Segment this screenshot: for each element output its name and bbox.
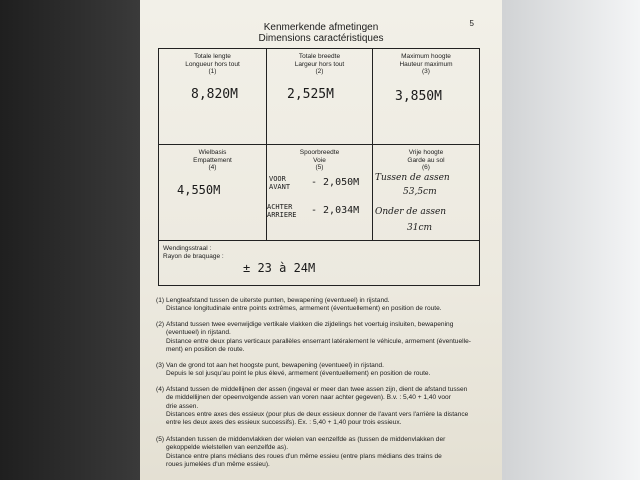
cell-total-length bbox=[159, 49, 267, 145]
value-track-rear: - 2,034M bbox=[311, 205, 360, 216]
cell-total-width bbox=[267, 49, 373, 145]
title-french: Dimensions caractéristiques bbox=[258, 33, 384, 44]
document-page: 5 Kenmerkende afmetingen Dimensions caractéristiques Totale lengte Longueur hors tout (1) 8,820M Totale breedte Largeur hors tout (2) 2,525M Maximum hoogte Hauteur maximum (3) 3,850M Wielbasis Empattement (4) 4,550M Spoorbreedte Voie (5) VOOR AVANT - 2,050M ACHTER ARRIERE - 2,034M Vrije hoogte Garde au sol (6) Tussen de assen 53,5cm Onder de assen 31cm Wendingsstraal : Rayon de braquage : ± 23 à 24M (1) Lengteafstand tussen de uiterste punten, bewapening (eventueel) in rijstand. Distance longitudinale entre points extrêmes, armement (éventuellement) en position de route. (2) Afstand tussen twee evenwijdige vertikale vlakken die zijdelings het voertuig insluiten, bewapening (eventueel) in rijstand. Distance entre deux plans verticaux parallèles enserrant latéralement le véhicule, armement (éventuelle- ment) en position de route. (3) Van de grond tot aan het hoogste punt, bewapening (eventueel) in rijstand. Depuis le sol jusqu'au point le plus élevé, armement (éventuellement) en position de route. (4) Afstand tussen de middellijnen der assen (ingeval er meer dan twee assen zijn, dient de afstand tussen de middellijnen der opeenvolgende assen van voren naar achter gegeven). B.v. : 5,40 + 1,40 voor drie assen. Distances entre axes des essieux (pour plus de deux essieux donner de l'avant vers l'arrière la distance entre les deux axes des essieux successifs). Ex. : 5,40 + 1,40 pour trois essieux. (5) Afstanden tussen de middenvlakken der wielen van eenzelfde as (tussen de middenvlakken der gekoppelde wielstellen van eenzelfde as). Distance entre plans médians des roues d'un même essieu (entre plans médians des trains de roues jumelées d'un même essieu). bbox=[140, 0, 502, 480]
note-number: (2) bbox=[156, 321, 165, 328]
value-total-width: 2,525M bbox=[287, 87, 334, 102]
label-nl: Vrije hoogte bbox=[408, 149, 444, 156]
label-nl: Totale breedte bbox=[298, 53, 341, 60]
note-number: (5) bbox=[156, 436, 165, 443]
label-nl: Wendingsstraal : bbox=[163, 245, 212, 252]
value-track-front: - 2,050M bbox=[311, 177, 360, 188]
label-nl: Wielbasis bbox=[198, 149, 227, 156]
value-turning-radius: ± 23 à 24M bbox=[243, 261, 316, 275]
label-fr: Rayon de braquage : bbox=[163, 252, 224, 260]
title-dutch: Kenmerkende afmetingen bbox=[263, 22, 379, 33]
cell-wheelbase bbox=[159, 145, 267, 241]
clearance-between-axles-value: 53,5cm bbox=[403, 187, 437, 197]
value-total-length: 8,820M bbox=[191, 87, 238, 102]
page-number: 5 bbox=[469, 19, 474, 28]
note-number: (3) bbox=[156, 362, 165, 369]
label-num: (2) bbox=[315, 68, 324, 75]
value-max-height: 3,850M bbox=[395, 89, 442, 104]
cell-ground-clearance bbox=[373, 145, 479, 241]
background-left bbox=[0, 0, 140, 480]
label-nl: Totale lengte bbox=[194, 53, 231, 60]
clearance-between-axles-label: Tussen de assen bbox=[375, 173, 450, 183]
label-num: (1) bbox=[208, 68, 217, 75]
label-fr: Garde au sol bbox=[407, 156, 445, 164]
label-fr: Longueur hors tout bbox=[185, 60, 240, 68]
dimensions-table bbox=[158, 48, 480, 286]
label-fr: Hauteur maximum bbox=[399, 60, 453, 68]
track-front-label: VOOR AVANT bbox=[269, 175, 291, 191]
label-fr: Largeur hors tout bbox=[294, 60, 345, 68]
clearance-under-axles-value: 31cm bbox=[407, 223, 433, 233]
label-num: (3) bbox=[422, 68, 430, 75]
label-num: (4) bbox=[208, 164, 217, 171]
label-num: (5) bbox=[315, 164, 324, 171]
label-num: (6) bbox=[422, 164, 430, 171]
label-nl: Spoorbreedte bbox=[299, 149, 340, 156]
note-number: (1) bbox=[156, 297, 165, 304]
label-nl: Maximum hoogte bbox=[401, 53, 451, 60]
cell-track-width bbox=[267, 145, 373, 241]
cell-max-height bbox=[373, 49, 479, 145]
track-rear-label: ACHTER ARRIERE bbox=[267, 203, 297, 219]
background-right bbox=[500, 0, 640, 480]
label-fr: Voie bbox=[313, 156, 326, 164]
clearance-under-axles-label: Onder de assen bbox=[375, 207, 447, 217]
note-number: (4) bbox=[156, 386, 165, 393]
cell-turning-radius bbox=[159, 241, 479, 285]
value-wheelbase: 4,550M bbox=[177, 183, 221, 197]
label-fr: Empattement bbox=[193, 156, 232, 164]
